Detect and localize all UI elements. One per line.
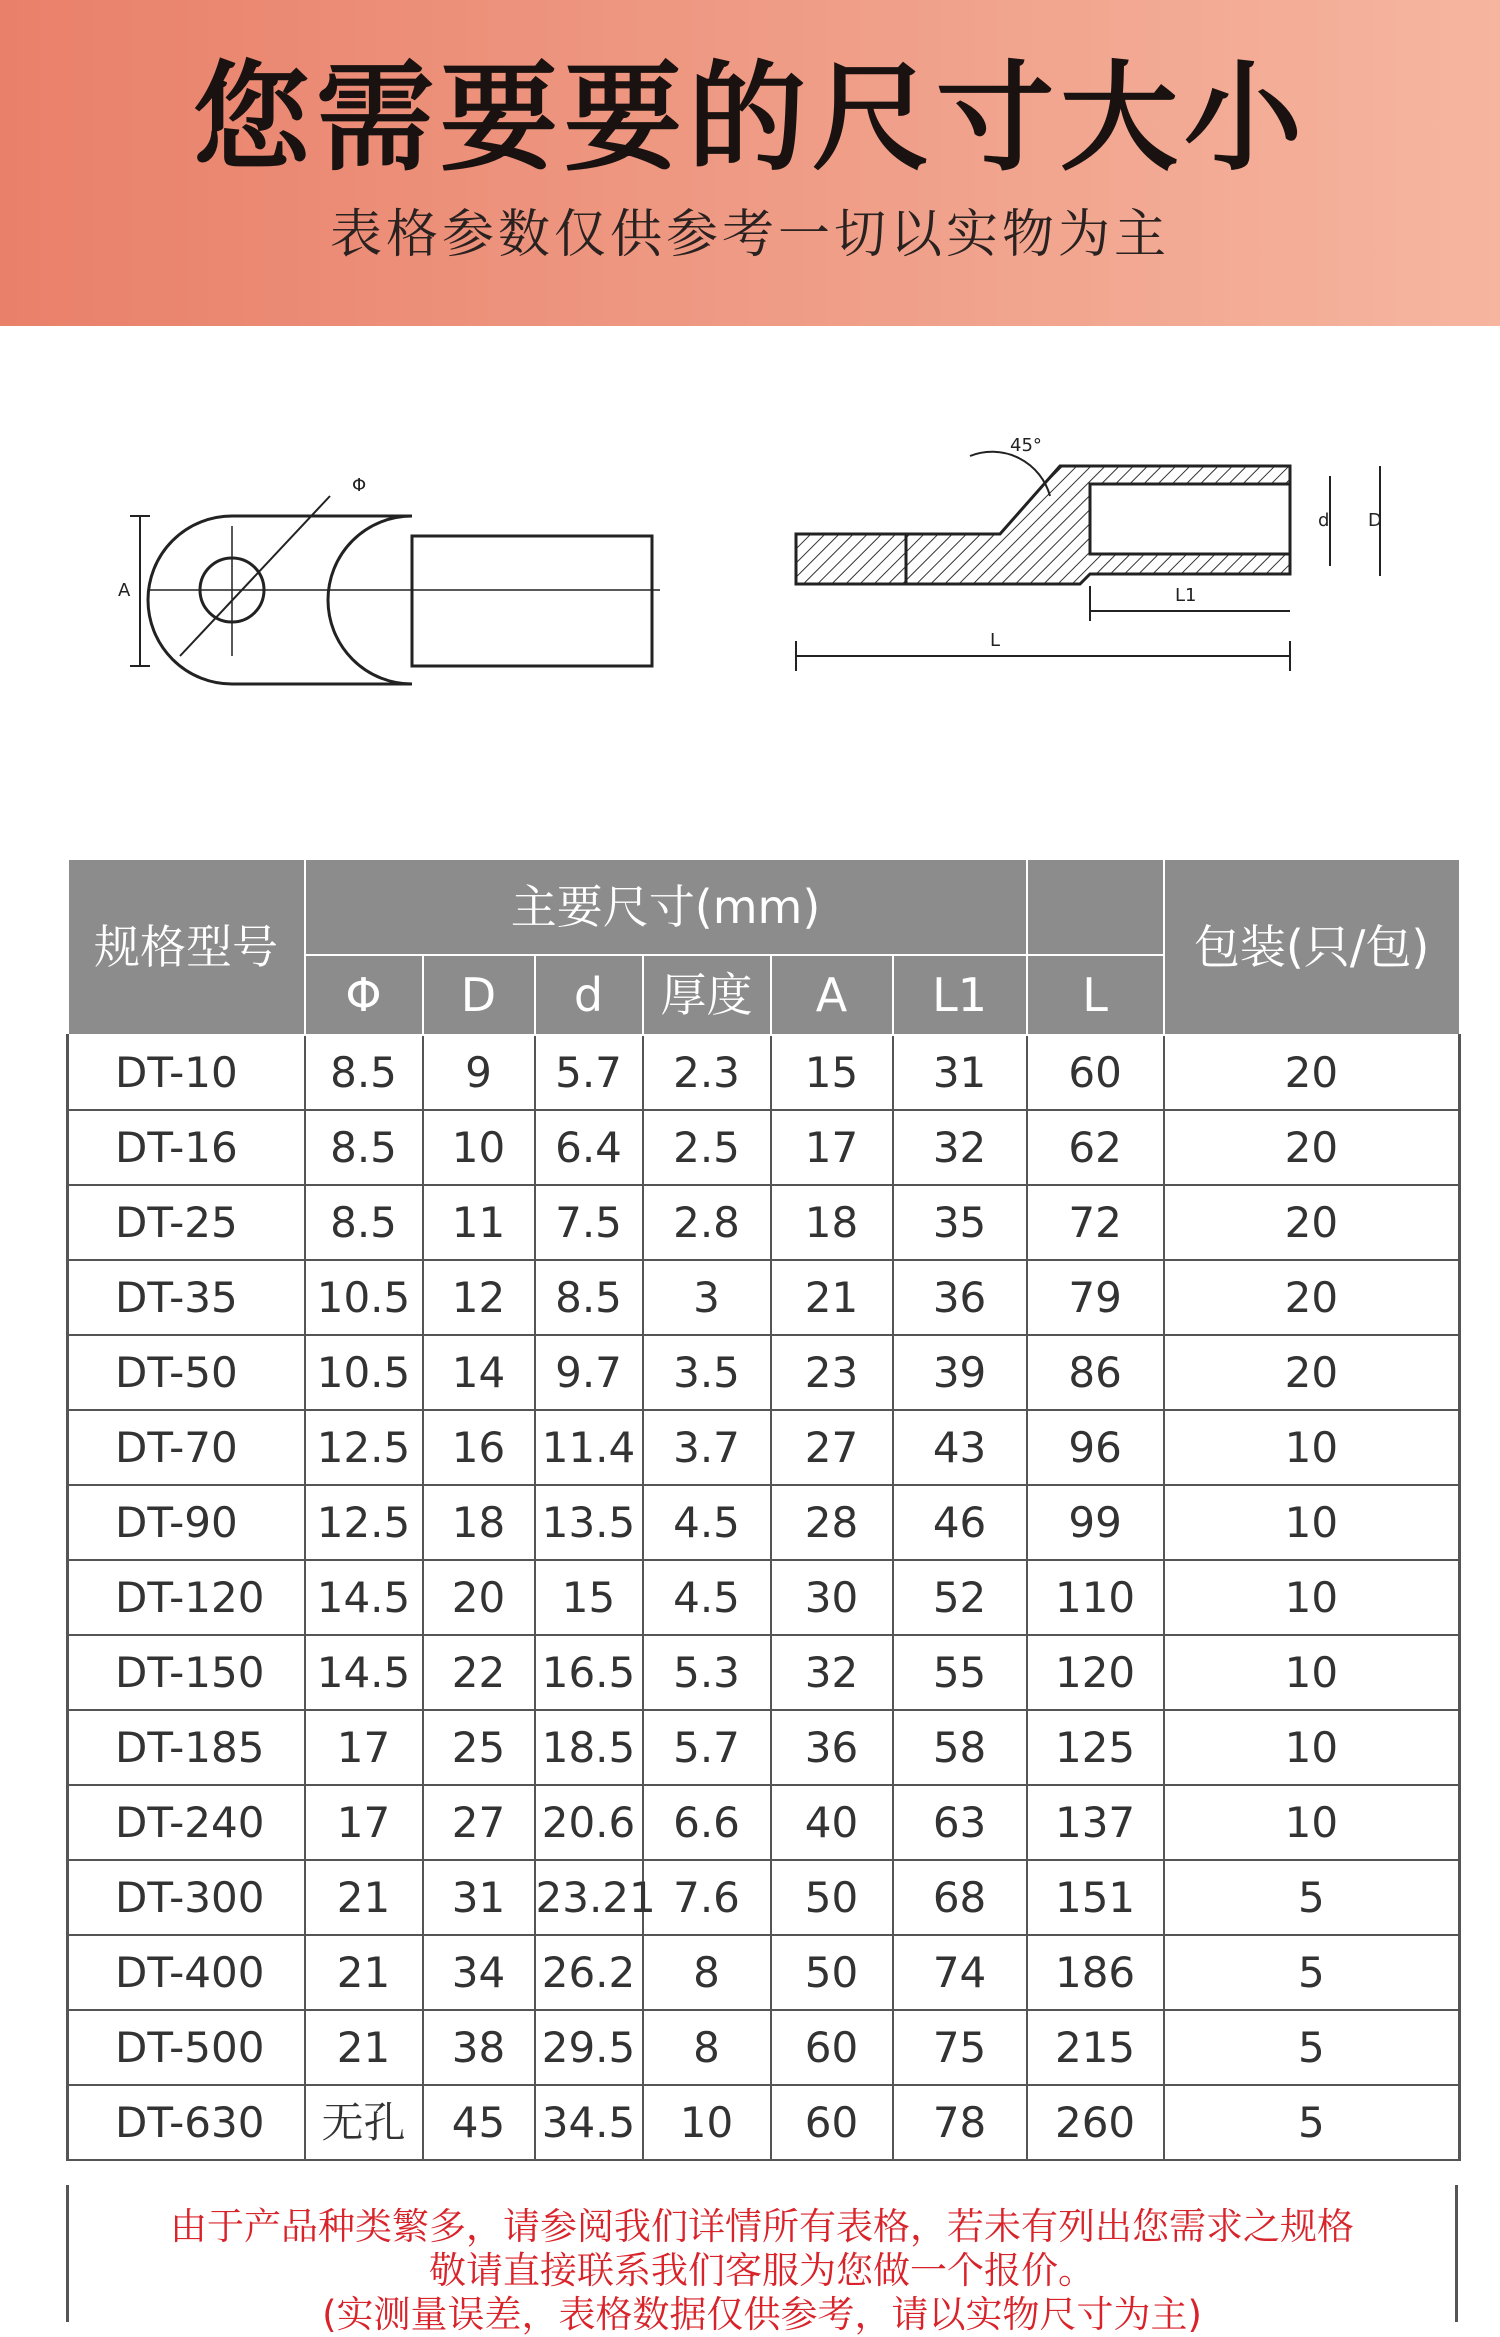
table-cell: 21 xyxy=(305,1935,423,2010)
table-cell: 75 xyxy=(893,2010,1027,2085)
table-cell: 18.5 xyxy=(535,1710,643,1785)
model-cell: DT-150 xyxy=(68,1635,305,1710)
table-cell: 10 xyxy=(1164,1410,1460,1485)
table-cell: 5.3 xyxy=(643,1635,771,1710)
table-cell: 43 xyxy=(893,1410,1027,1485)
top-view-drawing xyxy=(130,496,660,684)
table-cell: 6.6 xyxy=(643,1785,771,1860)
table-cell: 96 xyxy=(1027,1410,1164,1485)
a-label: A xyxy=(118,580,131,601)
table-cell: 21 xyxy=(305,2010,423,2085)
table-row xyxy=(68,1860,1460,1935)
table-cell: 2.3 xyxy=(643,1035,771,1110)
table-cell: 4.5 xyxy=(643,1560,771,1635)
disclaimer-note xyxy=(66,2185,1458,2336)
table-cell: 46 xyxy=(893,1485,1027,1560)
table-cell: 5 xyxy=(1164,1935,1460,2010)
table-cell: 28 xyxy=(771,1485,893,1560)
table-cell: 21 xyxy=(305,1860,423,1935)
table-cell: 6.4 xyxy=(535,1110,643,1185)
model-cell: DT-35 xyxy=(68,1260,305,1335)
table-cell: 14.5 xyxy=(305,1635,423,1710)
d-big-label: D xyxy=(1368,510,1382,531)
table-cell: 18 xyxy=(423,1485,535,1560)
model-header: 规格型号 xyxy=(68,859,305,1035)
table-cell: 35 xyxy=(893,1185,1027,1260)
model-cell: DT-50 xyxy=(68,1335,305,1410)
table-cell: 23 xyxy=(771,1335,893,1410)
table-row xyxy=(68,1260,1460,1335)
table-cell: 10 xyxy=(1164,1485,1460,1560)
table-cell: 23.21 xyxy=(535,1860,643,1935)
d-small-label: d xyxy=(1318,510,1330,531)
phi-label: Φ xyxy=(352,475,367,496)
table-row xyxy=(68,1410,1460,1485)
table-cell: 32 xyxy=(893,1110,1027,1185)
table-cell: 27 xyxy=(771,1410,893,1485)
table-cell: 2.8 xyxy=(643,1185,771,1260)
model-cell: DT-240 xyxy=(68,1785,305,1860)
header-banner xyxy=(0,0,1500,326)
table-cell: 5 xyxy=(1164,2085,1460,2160)
blank-header-cell xyxy=(1027,859,1164,955)
table-cell: 27 xyxy=(423,1785,535,1860)
table-cell: 60 xyxy=(771,2085,893,2160)
model-cell: DT-10 xyxy=(68,1035,305,1110)
table-cell: 15 xyxy=(535,1560,643,1635)
model-cell: DT-16 xyxy=(68,1110,305,1185)
table-cell: 20 xyxy=(1164,1035,1460,1110)
package-header: 包装(只/包) xyxy=(1164,859,1460,1035)
model-cell: DT-400 xyxy=(68,1935,305,2010)
table-cell: 34 xyxy=(423,1935,535,2010)
table-cell: 20 xyxy=(423,1560,535,1635)
table-cell: 125 xyxy=(1027,1710,1164,1785)
table-cell: 137 xyxy=(1027,1785,1164,1860)
table-row xyxy=(68,1035,1460,1110)
col-header-D: D xyxy=(423,955,535,1035)
col-header-A: A xyxy=(771,955,893,1035)
table-row xyxy=(68,1335,1460,1410)
note-line-1: 由于产品种类繁多，请参阅我们详情所有表格，若未有列出您需求之规格 xyxy=(170,2205,1354,2248)
table-row xyxy=(68,1110,1460,1185)
table-cell: 74 xyxy=(893,1935,1027,2010)
table-cell: 16 xyxy=(423,1410,535,1485)
table-cell: 26.2 xyxy=(535,1935,643,2010)
table-cell: 25 xyxy=(423,1710,535,1785)
col-header-phi: Φ xyxy=(305,955,423,1035)
table-cell: 8 xyxy=(643,2010,771,2085)
table-row xyxy=(68,1485,1460,1560)
table-cell: 3.5 xyxy=(643,1335,771,1410)
table-cell: 12 xyxy=(423,1260,535,1335)
table-row xyxy=(68,1710,1460,1785)
table-row xyxy=(68,1635,1460,1710)
table-cell: 17 xyxy=(305,1785,423,1860)
table-cell: 20.6 xyxy=(535,1785,643,1860)
model-cell: DT-70 xyxy=(68,1410,305,1485)
col-header-d: d xyxy=(535,955,643,1035)
table-row xyxy=(68,2010,1460,2085)
table-cell: 29.5 xyxy=(535,2010,643,2085)
table-cell: 9 xyxy=(423,1035,535,1110)
table-cell: 15 xyxy=(771,1035,893,1110)
table-cell: 151 xyxy=(1027,1860,1164,1935)
table-cell: 21 xyxy=(771,1260,893,1335)
table-cell: 63 xyxy=(893,1785,1027,1860)
table-cell: 14 xyxy=(423,1335,535,1410)
table-cell: 17 xyxy=(771,1110,893,1185)
technical-drawing xyxy=(0,326,1500,846)
table-cell: 36 xyxy=(771,1710,893,1785)
table-cell: 36 xyxy=(893,1260,1027,1335)
table-cell: 2.5 xyxy=(643,1110,771,1185)
l-label: L xyxy=(990,630,1001,651)
col-header-thickness: 厚度 xyxy=(643,955,771,1035)
table-cell: 31 xyxy=(423,1860,535,1935)
table-cell: 60 xyxy=(771,2010,893,2085)
table-cell: 12.5 xyxy=(305,1485,423,1560)
table-cell: 14.5 xyxy=(305,1560,423,1635)
table-cell: 120 xyxy=(1027,1635,1164,1710)
table-cell: 78 xyxy=(893,2085,1027,2160)
angle-label: 45° xyxy=(1010,435,1042,456)
table-cell: 30 xyxy=(771,1560,893,1635)
table-cell: 5.7 xyxy=(643,1710,771,1785)
table-cell: 18 xyxy=(771,1185,893,1260)
table-cell: 10.5 xyxy=(305,1335,423,1410)
l1-label: L1 xyxy=(1175,585,1197,606)
note-line-2: 敬请直接联系我们客服为您做一个报价。 xyxy=(429,2249,1095,2292)
table-cell: 20 xyxy=(1164,1185,1460,1260)
table-cell: 20 xyxy=(1164,1260,1460,1335)
table-cell: 4.5 xyxy=(643,1485,771,1560)
table-cell: 86 xyxy=(1027,1335,1164,1410)
table-cell: 39 xyxy=(893,1335,1027,1410)
table-cell: 3 xyxy=(643,1260,771,1335)
table-cell: 40 xyxy=(771,1785,893,1860)
table-cell: 62 xyxy=(1027,1110,1164,1185)
table-cell: 8 xyxy=(643,1935,771,2010)
table-row xyxy=(68,1560,1460,1635)
table-cell: 10 xyxy=(1164,1635,1460,1710)
model-cell: DT-300 xyxy=(68,1860,305,1935)
table-row xyxy=(68,1185,1460,1260)
table-cell: 10.5 xyxy=(305,1260,423,1335)
spec-table xyxy=(66,858,1461,2161)
table-cell: 11 xyxy=(423,1185,535,1260)
table-cell: 8.5 xyxy=(535,1260,643,1335)
model-cell: DT-185 xyxy=(68,1710,305,1785)
table-cell: 10 xyxy=(423,1110,535,1185)
page-title: 您需要要的尺寸大小 xyxy=(191,49,1308,187)
table-cell: 34.5 xyxy=(535,2085,643,2160)
table-cell: 17 xyxy=(305,1710,423,1785)
col-header-L1: L1 xyxy=(893,955,1027,1035)
table-cell: 50 xyxy=(771,1935,893,2010)
page-subtitle: 表格参数仅供参考一切以实物为主 xyxy=(329,205,1170,265)
table-cell: 45 xyxy=(423,2085,535,2160)
col-header-L: L xyxy=(1027,955,1164,1035)
table-cell: 260 xyxy=(1027,2085,1164,2160)
table-cell: 13.5 xyxy=(535,1485,643,1560)
table-cell: 7.6 xyxy=(643,1860,771,1935)
table-cell: 3.7 xyxy=(643,1410,771,1485)
table-cell: 72 xyxy=(1027,1185,1164,1260)
table-row xyxy=(68,1785,1460,1860)
table-cell: 7.5 xyxy=(535,1185,643,1260)
lug-diagram xyxy=(0,326,1500,846)
table-cell: 10 xyxy=(1164,1785,1460,1860)
spec-table-body xyxy=(68,1035,1460,2160)
table-cell: 32 xyxy=(771,1635,893,1710)
table-cell: 50 xyxy=(771,1860,893,1935)
table-cell: 215 xyxy=(1027,2010,1164,2085)
side-view-drawing xyxy=(796,452,1380,671)
table-cell: 38 xyxy=(423,2010,535,2085)
table-cell: 16.5 xyxy=(535,1635,643,1710)
table-cell: 55 xyxy=(893,1635,1027,1710)
table-row xyxy=(68,1935,1460,2010)
table-cell: 110 xyxy=(1027,1560,1164,1635)
table-cell: 11.4 xyxy=(535,1410,643,1485)
table-cell: 22 xyxy=(423,1635,535,1710)
table-cell: 58 xyxy=(893,1710,1027,1785)
model-cell: DT-630 xyxy=(68,2085,305,2160)
table-row xyxy=(68,2085,1460,2160)
table-cell: 20 xyxy=(1164,1110,1460,1185)
table-cell: 无孔 xyxy=(305,2085,423,2160)
table-cell: 5 xyxy=(1164,1860,1460,1935)
table-cell: 8.5 xyxy=(305,1110,423,1185)
table-cell: 8.5 xyxy=(305,1035,423,1110)
model-cell: DT-500 xyxy=(68,2010,305,2085)
table-cell: 10 xyxy=(1164,1560,1460,1635)
table-cell: 186 xyxy=(1027,1935,1164,2010)
table-cell: 8.5 xyxy=(305,1185,423,1260)
table-cell: 99 xyxy=(1027,1485,1164,1560)
table-cell: 31 xyxy=(893,1035,1027,1110)
table-cell: 52 xyxy=(893,1560,1027,1635)
model-cell: DT-25 xyxy=(68,1185,305,1260)
table-cell: 10 xyxy=(1164,1710,1460,1785)
table-cell: 10 xyxy=(643,2085,771,2160)
note-line-3: (实测量误差，表格数据仅供参考，请以实物尺寸为主) xyxy=(322,2293,1202,2336)
table-cell: 68 xyxy=(893,1860,1027,1935)
table-cell: 9.7 xyxy=(535,1335,643,1410)
model-cell: DT-120 xyxy=(68,1560,305,1635)
table-cell: 20 xyxy=(1164,1335,1460,1410)
table-cell: 79 xyxy=(1027,1260,1164,1335)
table-cell: 60 xyxy=(1027,1035,1164,1110)
main-dimensions-header: 主要尺寸(mm) xyxy=(305,859,1027,955)
table-cell: 5.7 xyxy=(535,1035,643,1110)
table-cell: 12.5 xyxy=(305,1410,423,1485)
table-cell: 5 xyxy=(1164,2010,1460,2085)
model-cell: DT-90 xyxy=(68,1485,305,1560)
